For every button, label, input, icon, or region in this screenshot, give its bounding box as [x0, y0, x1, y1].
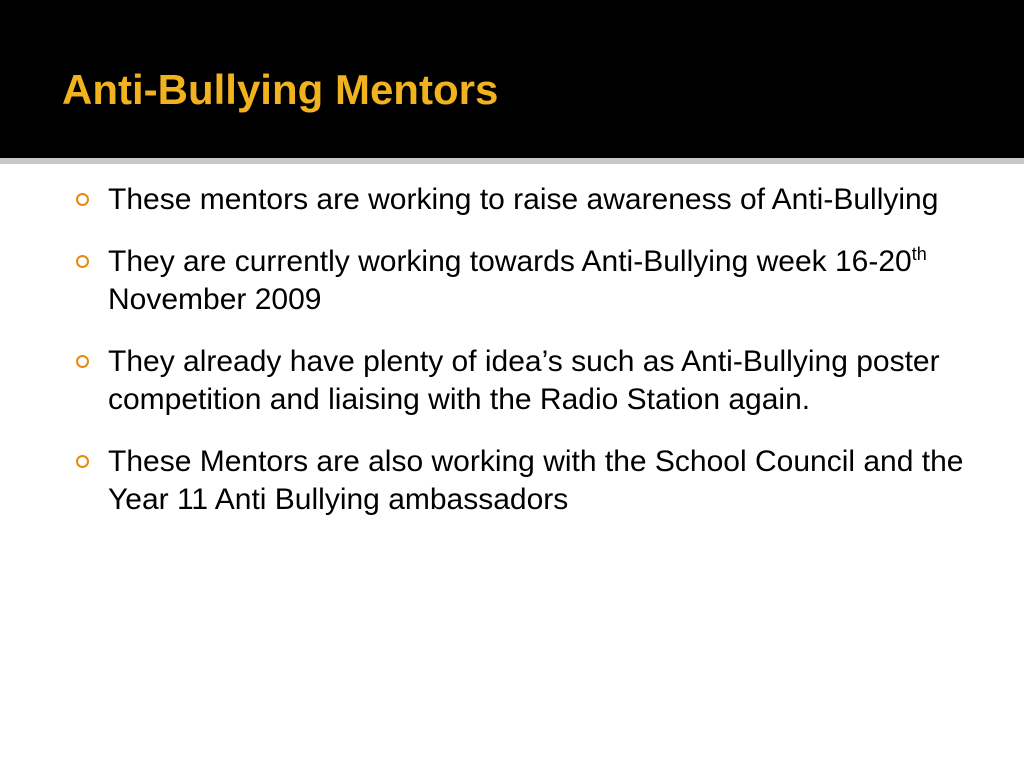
slide-title: Anti-Bullying Mentors	[62, 66, 499, 113]
bullet-item	[72, 243, 972, 319]
title-bar	[0, 0, 1024, 158]
hollow-circle-icon	[76, 193, 89, 206]
title-divider-highlight	[0, 164, 1024, 166]
bullet-text: They are currently working towards Anti-Bullying week 16-20	[108, 245, 912, 278]
bullet-list	[72, 181, 972, 543]
bullet-text-after: November 2009	[108, 283, 322, 316]
bullet-text: These mentors are working to raise awareness of Anti-Bullying	[108, 183, 939, 216]
bullet-superscript: th	[911, 244, 927, 264]
hollow-circle-icon	[76, 355, 89, 368]
bullet-text: They already have plenty of idea’s such as Anti-Bullying poster competition and liaising with the Radio Station again.	[108, 345, 940, 416]
bullet-text: These Mentors are also working with the School Council and the Year 11 Anti Bullying ambassadors	[108, 445, 964, 516]
bullet-item	[72, 181, 972, 219]
hollow-circle-icon	[76, 455, 89, 468]
bullet-item	[72, 343, 972, 419]
bullet-item	[72, 443, 972, 519]
hollow-circle-icon	[76, 255, 89, 268]
